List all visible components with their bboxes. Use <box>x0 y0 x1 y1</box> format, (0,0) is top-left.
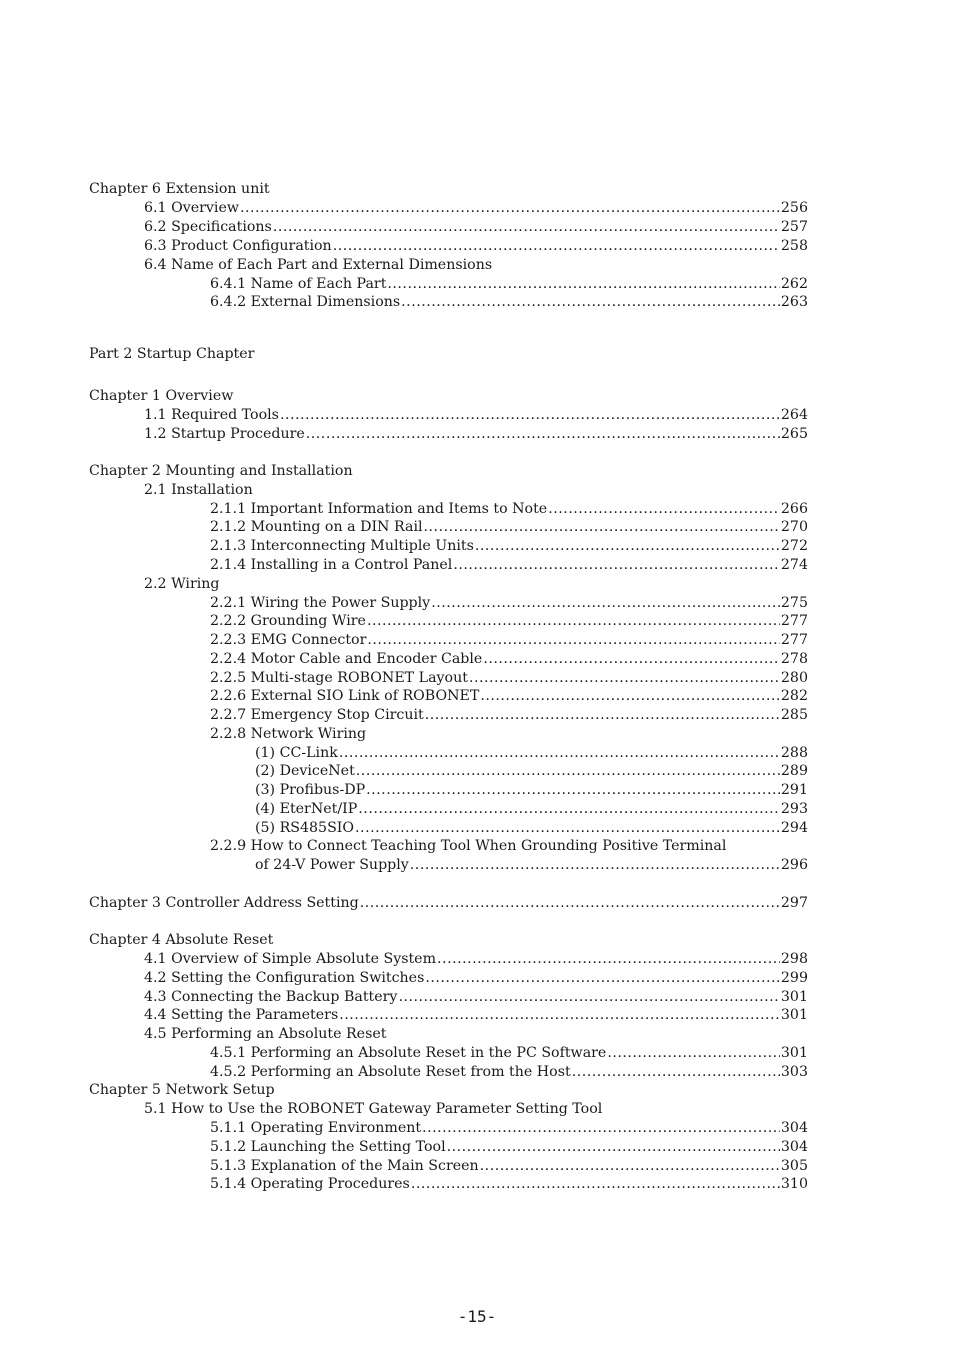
toc-entry-title: 2.1.4 Installing in a Control Panel <box>210 557 453 573</box>
toc-dot-leader <box>306 424 780 444</box>
toc-entry-title: Chapter 6 Extension unit <box>89 181 270 197</box>
toc-entry-page: 270 <box>780 519 808 535</box>
toc-row <box>210 593 808 613</box>
toc-dot-leader <box>339 743 780 763</box>
toc-entry-title: 5.1.4 Operating Procedures <box>210 1176 410 1192</box>
toc-row <box>144 405 808 425</box>
toc-row <box>210 705 808 725</box>
toc-row <box>255 818 808 838</box>
toc-entry-title: 2.2.5 Multi-stage ROBONET Layout <box>210 670 468 686</box>
toc-row <box>144 480 808 500</box>
toc-entry-title: 2.2.2 Grounding Wire <box>210 613 366 629</box>
toc-dot-leader <box>358 799 780 819</box>
toc-entry-page: 296 <box>780 857 808 873</box>
toc-entry-title: 6.4.2 External Dimensions <box>210 294 401 310</box>
toc-dot-leader <box>422 1118 780 1138</box>
toc-entry-page: 304 <box>780 1139 808 1155</box>
toc-dot-leader <box>483 649 780 669</box>
toc-entry-title: Chapter 1 Overview <box>89 388 234 404</box>
toc-entry-title: 5.1.3 Explanation of the Main Screen <box>210 1158 479 1174</box>
toc-entry-title: 5.1 How to Use the ROBONET Gateway Parameter Setting Tool <box>144 1101 603 1117</box>
toc-dot-leader <box>366 780 780 800</box>
toc-dot-leader <box>411 1174 780 1194</box>
toc-entry-title: 2.2.8 Network Wiring <box>210 726 367 742</box>
toc-dot-leader <box>360 893 780 913</box>
toc-row <box>210 292 808 312</box>
toc-entry-title: (5) RS485SIO <box>255 820 355 836</box>
toc-dot-leader <box>273 217 780 237</box>
toc-entry-page: 277 <box>780 632 808 648</box>
toc-row <box>210 1156 808 1176</box>
toc-dot-leader <box>425 705 780 725</box>
toc-dot-leader <box>437 949 780 969</box>
toc-entry-title: 4.2 Setting the Configuration Switches <box>144 970 425 986</box>
toc-entry-page: 291 <box>780 782 808 798</box>
toc-entry-title: 6.1 Overview <box>144 200 239 216</box>
toc-entry-page: 304 <box>780 1120 808 1136</box>
toc-entry-title: Chapter 2 Mounting and Installation <box>89 463 353 479</box>
toc-row <box>210 724 808 744</box>
toc-entry-title: 2.2.9 How to Connect Teaching Tool When Grounding Positive Terminal <box>210 838 727 854</box>
toc-row <box>89 1080 808 1100</box>
toc-entry-page: 274 <box>780 557 808 573</box>
toc-dot-leader <box>425 968 780 988</box>
toc-entry-title: 6.4.1 Name of Each Part <box>210 276 387 292</box>
toc-row <box>210 611 808 631</box>
toc-entry-page: 278 <box>780 651 808 667</box>
toc-entry-title: 2.2.7 Emergency Stop Circuit <box>210 707 424 723</box>
toc-dot-leader <box>475 536 780 556</box>
toc-entry-title: 4.1 Overview of Simple Absolute System <box>144 951 437 967</box>
toc-entry-title: of 24-V Power Supply <box>255 857 409 873</box>
toc-entry-page: 280 <box>780 670 808 686</box>
toc-dot-leader <box>607 1043 780 1063</box>
toc-entry-page: 293 <box>780 801 808 817</box>
toc-dot-leader <box>447 1137 780 1157</box>
toc-row <box>210 536 808 556</box>
toc-row <box>255 743 808 763</box>
toc-entry-title: 4.5.2 Performing an Absolute Reset from the Host <box>210 1064 571 1080</box>
toc-dot-leader <box>424 517 780 537</box>
toc-entry-title: 4.3 Connecting the Backup Battery <box>144 989 398 1005</box>
toc-entry-page: 305 <box>780 1158 808 1174</box>
toc-entry-title: 2.2.3 EMG Connector <box>210 632 367 648</box>
toc-entry-page: 277 <box>780 613 808 629</box>
toc-dot-leader <box>453 555 780 575</box>
toc-row <box>210 1062 808 1082</box>
toc-entry-page: 262 <box>780 276 808 292</box>
toc-row <box>89 386 808 406</box>
toc-row <box>89 461 808 481</box>
toc-entry-page: 263 <box>780 294 808 310</box>
toc-entry-page: 258 <box>780 238 808 254</box>
toc-entry-title: Part 2 Startup Chapter <box>89 346 255 362</box>
toc-entry-page: 265 <box>780 426 808 442</box>
toc-entry-page: 275 <box>780 595 808 611</box>
toc-row <box>144 255 808 275</box>
toc-dot-leader <box>480 686 780 706</box>
toc-row <box>210 499 808 519</box>
toc-entry-page: 266 <box>780 501 808 517</box>
toc-dot-leader <box>356 761 780 781</box>
toc-row <box>210 274 808 294</box>
toc-entry-title: (1) CC-Link <box>255 745 338 761</box>
toc-entry-title: Chapter 3 Controller Address Setting <box>89 895 359 911</box>
toc-row <box>144 987 808 1007</box>
toc-row <box>144 217 808 237</box>
toc-row <box>89 179 808 199</box>
toc-dot-leader <box>572 1062 780 1082</box>
page-number: -15- <box>457 1307 497 1326</box>
toc-entry-page: 297 <box>780 895 808 911</box>
toc-dot-leader <box>480 1156 780 1176</box>
toc-row <box>210 555 808 575</box>
toc-row <box>210 836 808 856</box>
toc-entry-page: 282 <box>780 688 808 704</box>
toc-row <box>89 344 808 364</box>
toc-dot-leader <box>401 292 780 312</box>
toc-dot-leader <box>410 855 780 875</box>
toc-entry-page: 301 <box>780 989 808 1005</box>
toc-entry-title: 6.3 Product Configuration <box>144 238 332 254</box>
toc-row <box>255 799 808 819</box>
toc-entry-title: 2.1.2 Mounting on a DIN Rail <box>210 519 423 535</box>
toc-entry-title: 5.1.1 Operating Environment <box>210 1120 422 1136</box>
toc-entry-page: 288 <box>780 745 808 761</box>
toc-entry-title: 4.4 Setting the Parameters <box>144 1007 339 1023</box>
toc-entry-title: (3) Profibus-DP <box>255 782 366 798</box>
toc-row <box>210 1137 808 1157</box>
toc-row <box>210 630 808 650</box>
toc-entry-title: 6.2 Specifications <box>144 219 272 235</box>
toc-entry-title: 2.1.3 Interconnecting Multiple Units <box>210 538 474 554</box>
toc-entry-title: 5.1.2 Launching the Setting Tool <box>210 1139 446 1155</box>
toc-row <box>144 949 808 969</box>
toc-entry-title: Chapter 5 Network Setup <box>89 1082 275 1098</box>
toc-entry-title: (2) DeviceNet <box>255 763 355 779</box>
toc-dot-leader <box>431 593 780 613</box>
toc-dot-leader <box>398 987 779 1007</box>
toc-row <box>255 780 808 800</box>
toc-row <box>210 1174 808 1194</box>
toc-row <box>210 686 808 706</box>
toc-dot-leader <box>367 611 780 631</box>
toc-row <box>210 668 808 688</box>
toc-dot-leader <box>333 236 780 256</box>
toc-row <box>144 1024 808 1044</box>
toc-entry-title: 4.5 Performing an Absolute Reset <box>144 1026 387 1042</box>
toc-row <box>144 198 808 218</box>
toc-row <box>210 517 808 537</box>
toc-entry-page: 301 <box>780 1045 808 1061</box>
toc-row <box>144 236 808 256</box>
toc-entry-page: 303 <box>780 1064 808 1080</box>
toc-entry-page: 257 <box>780 219 808 235</box>
toc-entry-title: 2.2.4 Motor Cable and Encoder Cable <box>210 651 483 667</box>
toc-row <box>210 1043 808 1063</box>
toc-row <box>89 930 808 950</box>
toc-entry-page: 294 <box>780 820 808 836</box>
toc-entry-page: 272 <box>780 538 808 554</box>
toc-entry-title: 1.2 Startup Procedure <box>144 426 305 442</box>
toc-dot-leader <box>548 499 780 519</box>
toc-entry-title: 6.4 Name of Each Part and External Dimensions <box>144 257 493 273</box>
toc-entry-page: 310 <box>780 1176 808 1192</box>
toc-dot-leader <box>240 198 780 218</box>
toc-entry-page: 301 <box>780 1007 808 1023</box>
toc-row <box>210 1118 808 1138</box>
toc-entry-title: 2.2.6 External SIO Link of ROBONET <box>210 688 480 704</box>
toc-entry-title: 4.5.1 Performing an Absolute Reset in the PC Software <box>210 1045 607 1061</box>
toc-row <box>255 761 808 781</box>
toc-entry-page: 256 <box>780 200 808 216</box>
toc-entry-page: 285 <box>780 707 808 723</box>
toc-entry-page: 299 <box>780 970 808 986</box>
toc-entry-page: 289 <box>780 763 808 779</box>
toc-entry-title: 2.2.1 Wiring the Power Supply <box>210 595 431 611</box>
toc-entry-page: 264 <box>780 407 808 423</box>
toc-row <box>144 574 808 594</box>
toc-row <box>144 1099 808 1119</box>
toc-dot-leader <box>387 274 780 294</box>
toc-entry-title: 2.1 Installation <box>144 482 253 498</box>
toc-dot-leader <box>367 630 780 650</box>
toc-entry-title: 2.2 Wiring <box>144 576 220 592</box>
toc-entry-title: (4) EterNet/IP <box>255 801 358 817</box>
toc-row <box>210 649 808 669</box>
toc-row <box>144 424 808 444</box>
toc-row <box>144 968 808 988</box>
toc-dot-leader <box>339 1005 780 1025</box>
toc-entry-title: 2.1.1 Important Information and Items to Note <box>210 501 548 517</box>
toc-dot-leader <box>355 818 780 838</box>
toc-entry-page: 298 <box>780 951 808 967</box>
toc-row <box>144 1005 808 1025</box>
toc-dot-leader <box>280 405 780 425</box>
toc-entry-title: 1.1 Required Tools <box>144 407 279 423</box>
toc-row <box>89 893 808 913</box>
toc-row <box>255 855 808 875</box>
toc-dot-leader <box>469 668 780 688</box>
toc-entry-title: Chapter 4 Absolute Reset <box>89 932 274 948</box>
